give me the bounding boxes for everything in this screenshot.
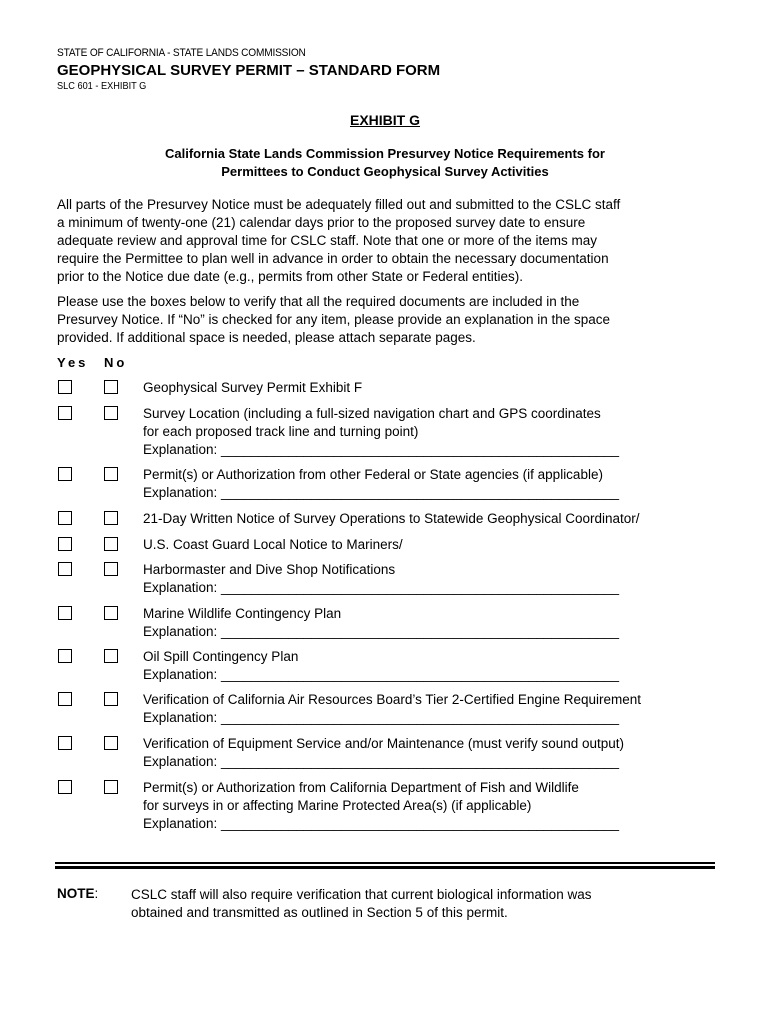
- note-label-colon: :: [94, 886, 99, 901]
- checklist-item-text: Harbormaster and Dive Shop Notifications Explanation: _____________________________________________________: [143, 562, 619, 595]
- form-title: GEOPHYSICAL SURVEY PERMIT – STANDARD FORM: [57, 62, 441, 79]
- no-checkbox[interactable]: [104, 406, 118, 420]
- form-id: SLC 601 - EXHIBIT G: [57, 81, 147, 92]
- checklist-item-text: 21-Day Written Notice of Survey Operations to Statewide Geophysical Coordinator/: [143, 511, 640, 526]
- no-checkbox[interactable]: [104, 511, 118, 525]
- no-checkbox[interactable]: [104, 649, 118, 663]
- checklist-item-text: Marine Wildlife Contingency Plan Explanation: _____________________________________________________: [143, 606, 619, 639]
- yes-column-header: Yes: [57, 355, 89, 370]
- checklist-item-text: U.S. Coast Guard Local Notice to Mariners/: [143, 537, 403, 552]
- no-checkbox[interactable]: [104, 692, 118, 706]
- no-checkbox[interactable]: [104, 380, 118, 394]
- yes-checkbox[interactable]: [58, 736, 72, 750]
- no-checkbox[interactable]: [104, 780, 118, 794]
- note-label: [57, 886, 98, 901]
- yes-checkbox[interactable]: [58, 380, 72, 394]
- yes-checkbox[interactable]: [58, 406, 72, 420]
- no-checkbox[interactable]: [104, 606, 118, 620]
- divider-thick: [55, 866, 715, 869]
- checklist-item-text: Oil Spill Contingency Plan Explanation: _____________________________________________________: [143, 649, 619, 682]
- checklist-item-text: Verification of Equipment Service and/or Maintenance (must verify sound output) Explanation: _____________________________________________________: [143, 736, 625, 769]
- checklist-item-text: Permit(s) or Authorization from California Department of Fish and Wildlife for surveys in or affecting Marine Protected Area(s) (if applicable) Explanation: _____________________________________________________: [143, 780, 619, 831]
- agency-header: STATE OF CALIFORNIA - STATE LANDS COMMISSION: [57, 47, 306, 59]
- yes-checkbox[interactable]: [58, 537, 72, 551]
- yes-checkbox[interactable]: [58, 467, 72, 481]
- yes-checkbox[interactable]: [58, 692, 72, 706]
- yes-checkbox[interactable]: [58, 562, 72, 576]
- no-checkbox[interactable]: [104, 537, 118, 551]
- checklist-item-text: Geophysical Survey Permit Exhibit F: [143, 380, 363, 395]
- no-checkbox[interactable]: [104, 467, 118, 481]
- note-label-text: NOTE: [57, 886, 95, 901]
- checklist-item-text: Verification of California Air Resources Board’s Tier 2-Certified Engine Requirement Explanation: _____________________________________________________: [143, 692, 641, 725]
- no-checkbox[interactable]: [104, 562, 118, 576]
- divider-thin: [55, 862, 715, 864]
- checklist-item-text: Survey Location (including a full-sized navigation chart and GPS coordinates for each proposed track line and turning point) Explanation: _____________________________________________________: [143, 406, 619, 457]
- note-text: CSLC staff will also require verification that current biological information was obtained and transmitted as outlined in Section 5 of this permit.: [131, 887, 592, 920]
- document-subtitle: California State Lands Commission Presurvey Notice Requirements for Permittees to Conduct Geophysical Survey Activities: [165, 146, 605, 179]
- instructions-paragraph: All parts of the Presurvey Notice must be adequately filled out and submitted to the CSLC staff a minimum of twenty-one (21) calendar days prior to the proposed survey date to ensure adequate review and approval time for CSLC staff. Note that one or more of the items may require the Permittee to plan well in advance in order to obtain the necessary documentation prior to the Notice due date (e.g., permits from other State or Federal entities).: [57, 197, 621, 284]
- checklist-item-text: Permit(s) or Authorization from other Federal or State agencies (if applicable) Explanation: _____________________________________________________: [143, 467, 619, 500]
- checkbox-instructions-paragraph: Please use the boxes below to verify that all the required documents are included in the Presurvey Notice. If “No” is checked for any item, please provide an explanation in the space provided. If additional space is needed, please attach separate pages.: [57, 294, 611, 345]
- yes-checkbox[interactable]: [58, 511, 72, 525]
- yes-checkbox[interactable]: [58, 606, 72, 620]
- no-column-header: No: [104, 355, 128, 370]
- yes-checkbox[interactable]: [58, 780, 72, 794]
- exhibit-title: EXHIBIT G: [349, 112, 420, 128]
- no-checkbox[interactable]: [104, 736, 118, 750]
- yes-checkbox[interactable]: [58, 649, 72, 663]
